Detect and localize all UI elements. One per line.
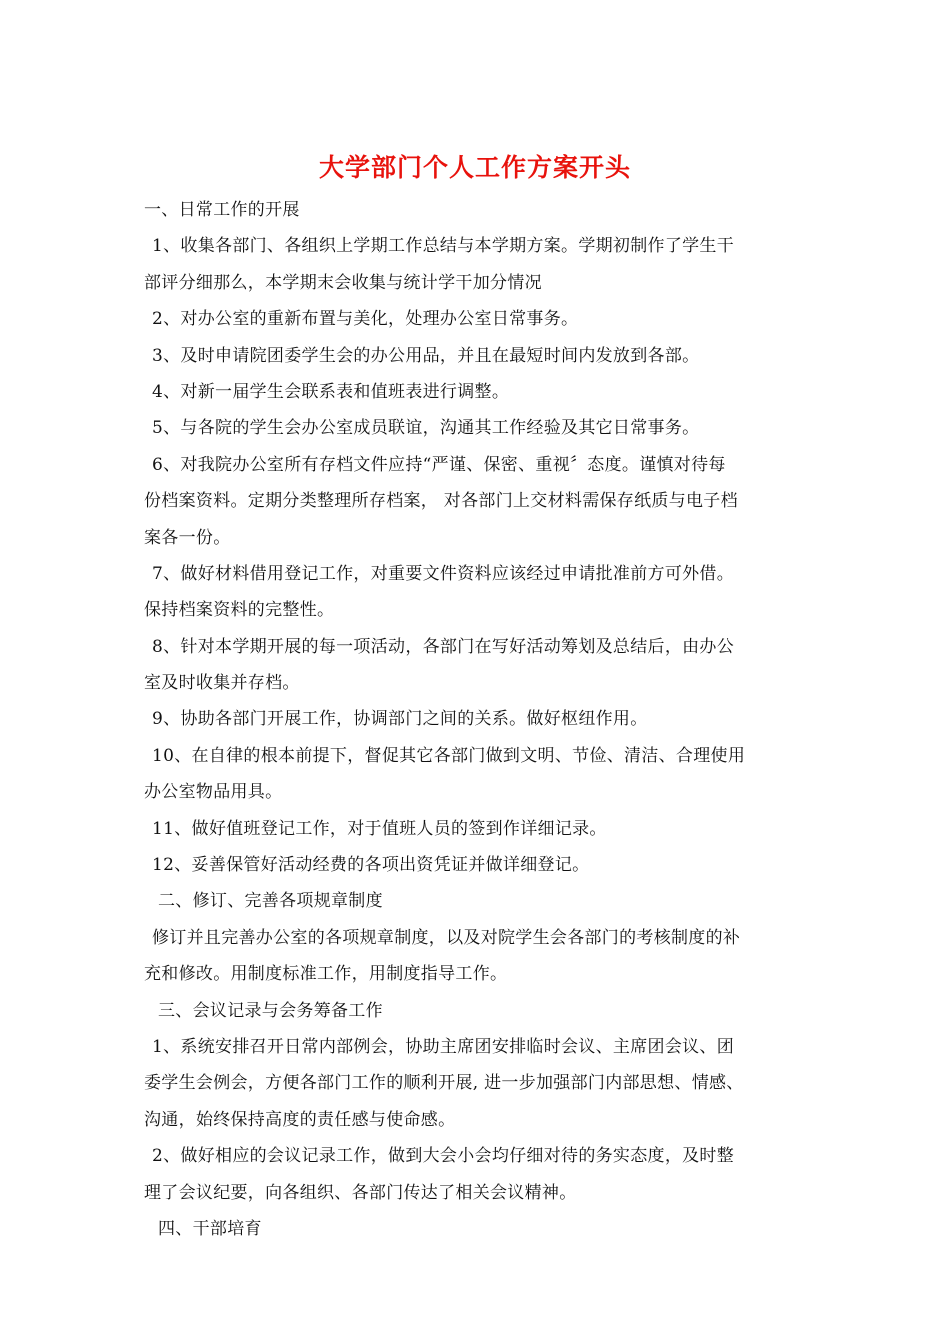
body-line: 2、对办公室的重新布置与美化，处理办公室日常事务。 — [152, 309, 579, 330]
section-heading: 四、干部培育 — [158, 1218, 262, 1239]
body-line: 修订并且完善办公室的各项规章制度，以及对院学生会各部门的考核制度的补 — [152, 927, 741, 948]
body-line: 9、协助各部门开展工作，协调部门之间的关系。做好枢纽作用。 — [152, 709, 648, 730]
body-line: 2、做好相应的会议记录工作，做到大会小会均仔细对待的务实态度，及时整 — [152, 1146, 735, 1167]
document-title: 大学部门个人工作方案开头 — [318, 153, 631, 182]
body-line: 1、收集各部门、各组织上学期工作总结与本学期方案。学期初制作了学生干 — [152, 236, 735, 257]
document-body — [144, 192, 809, 1247]
body-line: 11、做好值班登记工作，对于值班人员的签到作详细记录。 — [152, 818, 607, 839]
body-line: 1、系统安排召开日常内部例会，协助主席团安排临时会议、主席团会议、团 — [152, 1036, 735, 1057]
body-line: 沟通，始终保持高度的责任感与使命感。 — [144, 1109, 456, 1130]
body-line: 部评分细那么，本学期末会收集与统计学干加分情况 — [144, 272, 542, 293]
section-heading: 二、修订、完善各项规章制度 — [158, 891, 383, 912]
body-line: 4、对新一届学生会联系表和值班表进行调整。 — [152, 381, 510, 402]
body-line: 7、做好材料借用登记工作，对重要文件资料应该经过申请批准前方可外借。 — [152, 563, 735, 584]
body-line: 理了会议纪要，向各组织、各部门传达了相关会议精神。 — [144, 1182, 577, 1203]
body-line: 3、及时申请院团委学生会的办公用品，并且在最短时间内发放到各部。 — [152, 345, 700, 366]
section-heading: 三、会议记录与会务筹备工作 — [158, 1000, 383, 1021]
body-line: 保持档案资料的完整性。 — [144, 600, 335, 621]
body-line: 充和修改。用制度标准工作，用制度指导工作。 — [144, 964, 508, 985]
body-line: 6、对我院办公室所有存档文件应持“严谨、保密、重视〞态度。谨慎对待每 — [152, 454, 726, 475]
body-line: 8、针对本学期开展的每一项活动，各部门在写好活动筹划及总结后，由办公 — [152, 636, 735, 657]
body-line: 室及时收集并存档。 — [144, 673, 300, 694]
body-line: 案各一份。 — [144, 527, 231, 548]
body-line: 办公室物品用具。 — [144, 782, 283, 803]
body-line: 委学生会例会，方便各部门工作的顺利开展, 进一步加强部门内部思想、情感、 — [144, 1073, 744, 1094]
body-line: 5、与各院的学生会办公室成员联谊，沟通其工作经验及其它日常事务。 — [152, 418, 700, 439]
section-heading: 一、日常工作的开展 — [144, 200, 300, 220]
body-line: 12、妥善保管好活动经费的各项出资凭证并做详细登记。 — [152, 855, 590, 876]
body-line: 10、在自律的根本前提下，督促其它各部门做到文明、节俭、清洁、合理使用 — [152, 745, 746, 766]
body-line: 份档案资料。定期分类整理所存档案， 对各部门上交材料需保存纸质与电子档 — [144, 491, 738, 512]
